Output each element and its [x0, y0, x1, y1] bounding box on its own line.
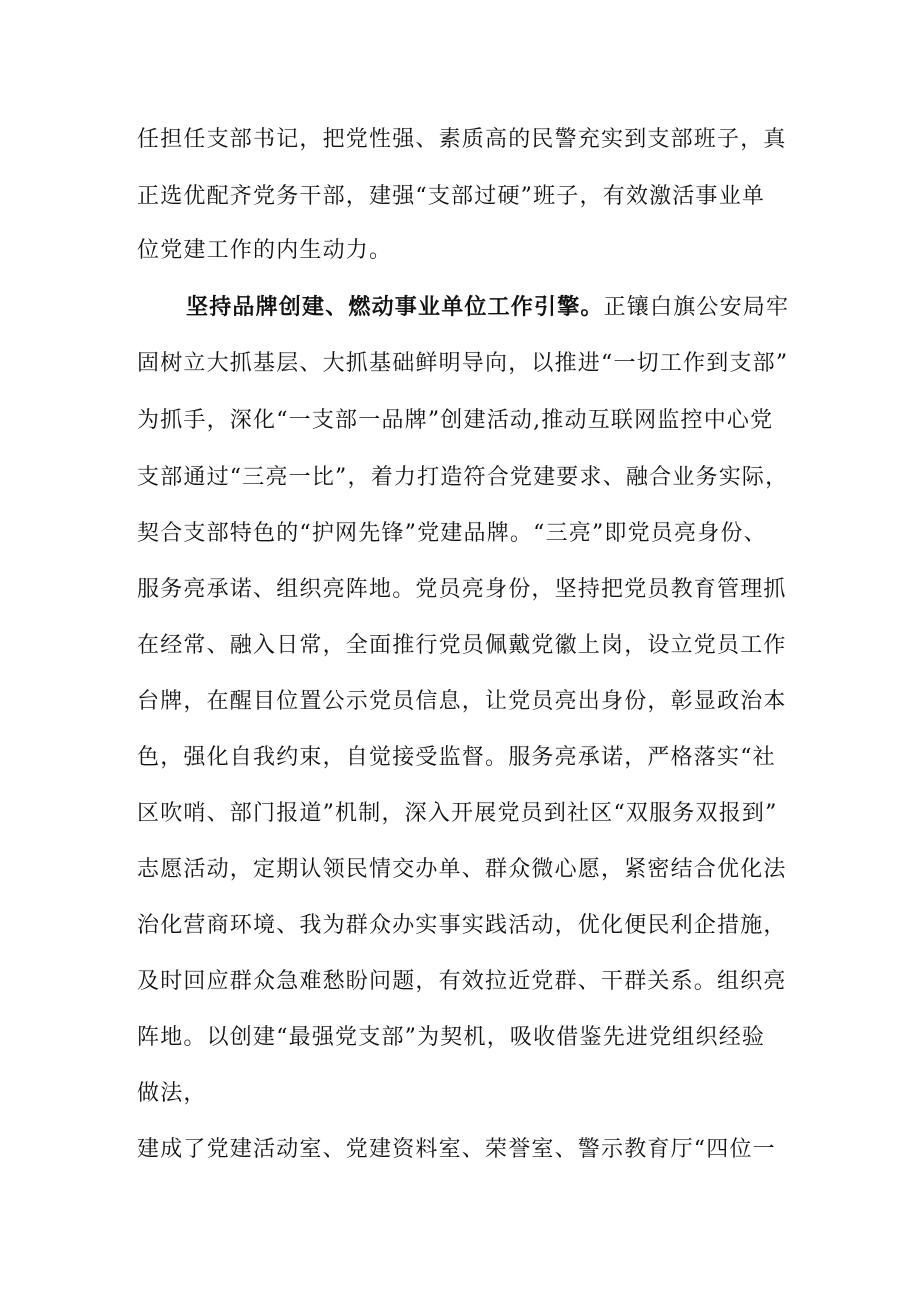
text-line: 正镶白旗公安局牢	[603, 295, 790, 320]
section-heading: 坚持品牌创建、燃动事业单位工作引擎。	[186, 294, 604, 320]
text-line: 区吹哨、部门报道”机制，深入开展党员到社区“双服务双报到”	[137, 801, 778, 826]
text-line: 支部通过“三亮一比”，着力打造符合党建要求、融合业务实际，	[137, 465, 789, 490]
text-line: 治化营商环境、我为群众办实事实践活动，优化便民利企措施，	[137, 913, 787, 938]
paragraph-first-line	[186, 292, 789, 323]
text-line: 做法，	[137, 1081, 207, 1106]
text-line: 契合支部特色的“护网先锋”党建品牌。“三亮”即党员亮身份、	[137, 521, 767, 546]
text-line: 位党建工作的内生动力。	[137, 238, 393, 263]
text-line: 固树立大抓基层、大抓基础鲜明导向，以推进“一切工作到支部”	[137, 351, 789, 376]
text-line: 色，强化自我约束，自觉接受监督。服务亮承诺，严格落实“社	[137, 745, 776, 770]
text-line: 在经常、融入日常，全面推行党员佩戴党徽上岗，设立党员工作	[137, 633, 787, 658]
text-line: 为抓手，深化“一支部一品牌”创建活动,推动互联网监控中心党	[137, 408, 774, 433]
text-line: 及时回应群众急难愁盼问题，有效拉近党群、干群关系。组织亮	[137, 969, 787, 994]
text-line: 服务亮承诺、组织亮阵地。党员亮身份，坚持把党员教育管理抓	[137, 577, 787, 602]
text-line: 阵地。以创建“最强党支部”为契机，吸收借鉴先进党组织经验	[137, 1025, 766, 1050]
text-line: 任担任支部书记，把党性强、素质高的民警充实到支部班子，真	[137, 127, 787, 152]
text-line: 台牌，在醒目位置公示党员信息，让党员亮出身份，彰显政治本	[137, 689, 787, 714]
text-line: 志愿活动，定期认领民情交办单、群众微心愿，紧密结合优化法	[137, 857, 787, 882]
text-line: 建成了党建活动室、党建资料室、荣誉室、警示教育厅“四位一	[137, 1137, 776, 1162]
text-line: 正选优配齐党务干部，建强“支部过硬”班子，有效激活事业单	[137, 184, 766, 209]
